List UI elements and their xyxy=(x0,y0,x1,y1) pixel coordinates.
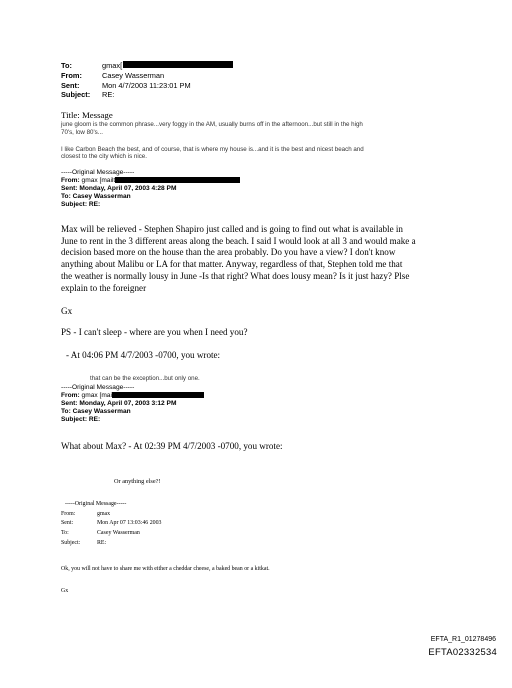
body-line: Max will be relieved - Stephen Shapiro just called and is going to find out what is available in xyxy=(61,224,403,234)
original-message-header-2 xyxy=(61,384,456,424)
quote-line: - At 04:06 PM 4/7/2003 -0700, you wrote: xyxy=(66,350,221,360)
to-label: To: xyxy=(61,408,71,416)
from-label: From: xyxy=(61,70,82,80)
body-line: explain to the foreigner xyxy=(61,282,147,293)
document-id: EFTA_R1_01278496 xyxy=(430,636,496,643)
from-row xyxy=(61,71,233,81)
body-line: the weather is normally lousy in June -Is that right? What does lousy mean? Is it just hazy? Plse xyxy=(61,270,410,281)
reply-line: june gloom is the common phrase...very foggy in the AM, usually burns off in the afternoon...but still in the high xyxy=(61,121,363,128)
reply-line: closest to the city which is nice. xyxy=(61,153,147,161)
redaction-bar xyxy=(115,177,240,183)
to-row xyxy=(61,61,233,71)
subject-row xyxy=(61,539,456,549)
from-label: From: xyxy=(61,177,80,185)
sent-label: Sent: xyxy=(61,520,74,527)
to-row xyxy=(61,193,456,201)
sent-row xyxy=(61,81,233,91)
from-label: From: xyxy=(61,510,76,517)
reply-line: 70's, low 80's... xyxy=(61,128,103,136)
body-line: decision based more on the house than the area probably. Do you have a view? I don't know xyxy=(61,247,396,258)
sent-value: Mon 4/7/2003 11:23:01 PM xyxy=(102,80,191,90)
bates-number: EFTA02332534 xyxy=(428,646,497,657)
subject-value: RE: xyxy=(97,539,107,546)
divider: -----Original Message----- xyxy=(65,501,127,507)
message-body-1 xyxy=(61,224,461,294)
subject-value: RE: xyxy=(88,416,101,424)
signature: Gx xyxy=(61,306,73,316)
sent-row xyxy=(61,400,456,408)
to-row xyxy=(61,529,456,539)
sent-row xyxy=(61,519,456,529)
sent-value: Mon Apr 07 13:03:46 2003 xyxy=(97,520,162,527)
to-value: Casey Wasserman xyxy=(72,408,131,416)
sent-label: Sent: xyxy=(61,400,78,408)
divider: -----Original Message----- xyxy=(61,169,135,176)
to-label: To: xyxy=(61,61,72,70)
to-value: gmax[ xyxy=(102,61,123,70)
body-line: June to rent in the 3 different areas along the beach. I said I would look at all 3 and would make a xyxy=(61,235,416,246)
subject-value: RE: xyxy=(88,201,101,209)
subject-label: Subject: xyxy=(61,539,81,546)
subject-row xyxy=(61,416,456,424)
message-body-3: Ok, you will not have to share me with either a cheddar cheese, a baked bean or a kitkat. xyxy=(61,566,270,572)
to-label: To: xyxy=(61,530,69,537)
redaction-bar xyxy=(123,61,233,68)
message-body-2: What about Max? - At 02:39 PM 4/7/2003 -0700, you wrote: xyxy=(61,441,283,451)
subject-label: Subject: xyxy=(61,90,91,100)
subject-row xyxy=(61,90,233,100)
sent-label: Sent: xyxy=(61,80,80,90)
reply-line: I like Carbon Beach the best, and of course, that is where my house is...and it is the best and nicest beach and xyxy=(61,145,364,153)
to-value: Casey Wasserman xyxy=(72,193,131,201)
to-label: To: xyxy=(61,193,71,201)
from-value: gmax [mai xyxy=(81,392,112,400)
postscript: PS - I can't sleep - where are you when I need you? xyxy=(61,327,248,337)
anything-else-line: Or anything else?! xyxy=(114,478,161,485)
message-title: Title: Message xyxy=(61,110,113,120)
sent-value: Monday, April 07, 2003 3:12 PM xyxy=(79,400,177,408)
from-row xyxy=(61,177,456,185)
from-row xyxy=(61,510,456,520)
to-row xyxy=(61,408,456,416)
original-message-header-3 xyxy=(61,500,456,549)
from-value: gmax [mailt xyxy=(81,177,116,185)
email-header xyxy=(61,61,233,100)
subject-value: RE: xyxy=(102,90,115,100)
subject-label: Subject: xyxy=(61,416,88,424)
from-value: gmax xyxy=(97,510,111,517)
original-message-header-1 xyxy=(61,169,456,209)
signature: Gx xyxy=(61,588,69,594)
reply-block-1 xyxy=(61,121,456,161)
redaction-bar xyxy=(112,392,204,398)
to-value: Casey Wasserman xyxy=(97,530,140,537)
from-value: Casey Wasserman xyxy=(102,70,165,80)
body-line: anything about Malibu or LA for that matter. Anyway, regardless of that, Stephen told me that xyxy=(61,259,403,270)
subject-row xyxy=(61,201,456,209)
divider: -----Original Message----- xyxy=(61,384,135,391)
sent-label: Sent: xyxy=(61,185,78,193)
reply-block-2: that can be the exception...but only one. xyxy=(90,375,200,382)
sent-row xyxy=(61,185,456,193)
from-row xyxy=(61,392,456,400)
from-label: From: xyxy=(61,392,80,400)
subject-label: Subject: xyxy=(61,201,88,209)
sent-value: Monday, April 07, 2003 4:28 PM xyxy=(79,185,177,193)
